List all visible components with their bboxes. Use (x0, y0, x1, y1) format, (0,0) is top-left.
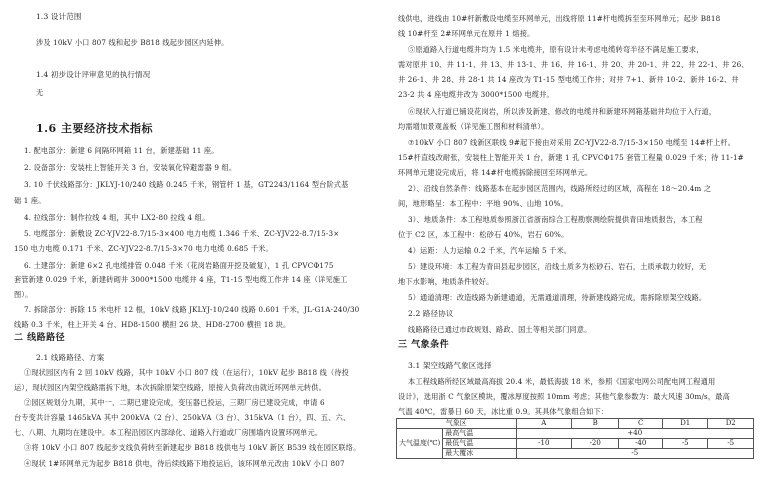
climate-col-d2: D2 (708, 419, 754, 429)
body-line: ⑦10kV 小口 807 线新区联线 9#起下接由对采用 ZC-YJV22-8.7/15-3×150 电缆至 14#杆上杆。 (408, 138, 736, 147)
body-line: 位于 C2 区，本工程中：松砂石 40%，岩石 60%。 (398, 230, 569, 239)
climate-col-c: C (619, 419, 663, 429)
right-column (392, 0, 760, 481)
section-2-1-title: 2.1 线路路径、方案 (36, 353, 105, 362)
indicator-line: 3. 10 千伏线路部分：JKLYJ-10/240 线路 0.245 千米，钢管杆 1 基，GT2243/1164 型台阶式基 (24, 180, 349, 189)
body-line: 23-2 共 4 座电缆井改为 3000*1500 电缆井。 (398, 90, 554, 99)
route-line: ①现状园区内有 2 回 10kV 线路，其中 10kV 小口 807 线（在运行），10kV 起步 B818 线（待投 (24, 368, 350, 377)
body-line: 井 26-1、井 28、井 28-1 共 14 座改为 T1-15 型电缆工作井；对井 7+1、新井 10-2、新井 16-2、井 (398, 75, 739, 84)
body-line: 需对原井 10、井 11-1、井 13、井 13-1、井 16、井 16-1、井 20、井 20-1、井 22、井 22-1、井 26、 (398, 60, 749, 69)
climate-cell: +40 (516, 429, 753, 439)
body-line: ⑥现状入行道已铺设花岗岩，所以涉及新建、修改的电缆井和新建环网箱基础井均位于入行道， (408, 107, 717, 116)
indicator-line: 线路 0.3 千米，柱上开关 4 台、HD8-1500 横担 26 块、HD8-2700 横担 18 块。 (14, 320, 291, 329)
climate-cell: -5 (516, 449, 753, 459)
climate-row-label: 最大覆冰 (443, 449, 516, 459)
section-1-6-title: 1.6 主要经济技术指标 (36, 122, 153, 135)
table-row (397, 449, 754, 459)
section-3-title: 三 气象条件 (398, 340, 450, 350)
climate-cell: -5 (662, 439, 707, 449)
climate-table (396, 418, 754, 459)
climate-col-b: B (571, 419, 618, 429)
climate-col-d1: D1 (662, 419, 707, 429)
body-line: 线供电，进线由 10#杆新敷设电缆至环网单元，出线将原 11#杆电缆拆至至环网单元；起步 B818 (398, 14, 721, 23)
route-line: 台专变共计容量 1465kVA 其中 200kVA（2 台）、250kVA（3 台）、315kVA（1 台），四、五、六、 (14, 413, 351, 422)
section-1-4-title: 1.4 初步设计评审意见的执行情况 (36, 70, 151, 79)
body-line: 线 10#杆至 2#环网单元在原井 1 熔接。 (398, 29, 535, 38)
table-row (397, 429, 754, 439)
body-line: 4）运距：人力运输 0.2 千米，汽车运输 5 千米。 (408, 246, 572, 255)
section-1-3-body: 涉及 10kV 小口 807 线和起步 B818 线起步园区内延伸。 (36, 38, 229, 47)
indicator-line: 础 1 座。 (14, 196, 46, 205)
body-line: 间，地形略呈：本工程中：平地 90%、山地 10%。 (398, 199, 568, 208)
section-1-4-body: 无 (36, 88, 44, 97)
body-line: 地下水影响，地质条件较好。 (398, 277, 494, 286)
climate-cell: -5 (708, 439, 754, 449)
route-line: ③将 10kV 小口 807 线起步支线负荷转至新建起步 B818 线供电与 10kV 新区 B539 线在园区联络。 (24, 443, 361, 452)
indicator-line: 150 电力电缆 0.171 千米、ZC-YJV22-8.7/15-3×70 电力电缆 0.685 千米。 (14, 244, 273, 253)
indicator-line: 7. 拆除部分：拆除 15 米电杆 12 根，10kV 线路 JKLYJ-10/240 线路 0.601 千米，JL-G1A-240/30 (24, 305, 360, 314)
body-line: 5）建设环境：本工程为青田县起步园区，沿线土质多为松砂石、岩石，土质承载力较好，无 (408, 262, 707, 271)
body-line: ⑤原道路入行道电缆井均为 1.5 米电缆井，原有设计未考虑电缆转弯半径不满足施工要求， (408, 45, 704, 54)
weather-line: 本工程线路所经区域最高海拔 20.4 米，最低海拔 18 米，参照《国家电网公司配电网工程通用 (408, 377, 716, 386)
section-3-1-title: 3.1 架空线路气象区选择 (408, 361, 492, 370)
indicator-line: 1. 配电部分：新建 6 间隔环网箱 11 台，新建基础 11 座。 (24, 146, 219, 155)
body-line: 5）通道清理：改造线路为新建通道，无需通道清理，待新建线路完成，需拆除原架空线路。 (408, 293, 707, 302)
climate-cell: -20 (571, 439, 618, 449)
climate-col-a: A (516, 419, 571, 429)
section-2-2-title: 2.2 路径协议 (408, 309, 454, 318)
body-line: 环网单元建设完成后，将 14#杆电缆拆除接回至环网单元。 (398, 168, 593, 177)
indicator-line: 5. 电缆部分：新敷设 ZC-YJV22-8.7/15-3×400 电力电缆 1.346 千米、ZC-YJV22-8.7/15-3× (24, 229, 340, 238)
weather-line: 设计》，选用浙 C 气象区模块，覆冰厚度按照 10mm 考虑；其他气象参数为：最大风速 30m/s，最高 (398, 392, 730, 401)
indicator-line: 套管新建 0.029 千米，新建砖砌井 3000*1500 电缆井 4 座，T1-15 型电缆工作井 14 座（详见施工 (14, 275, 348, 284)
table-row (397, 419, 754, 429)
climate-cell: -10 (516, 439, 571, 449)
climate-row-label: 最高气温 (443, 429, 516, 439)
climate-header-label: 气象区 (397, 419, 517, 429)
route-line: ②园区规划分九期，其中一、二期已建设完成，变压器已投运，三期厂房已建设完成，申请 6 (24, 398, 325, 407)
route-line: ④现状 1#环网单元为起步 B818 供电，待后续线路下地投运后，该环网单元改由 10kV 小口 807 (24, 459, 345, 468)
section-1-3-title: 1.3 设计范围 (36, 12, 82, 21)
indicator-line: 4. 拉线部分：制作拉线 4 组，其中 LX2-80 拉线 4 组。 (24, 213, 210, 222)
table-row (397, 439, 754, 449)
body-line: 均需增加景观盖板（详见施工图和材料清单）。 (398, 122, 549, 131)
route-line: 七、八期、九期均在建设中。本工程沿园区内部绿化、道路入行道或厂房围墙内设置环网单元。 (14, 428, 323, 437)
section-2-title: 二 线路路径 (14, 333, 66, 343)
route-line: 运），现状园区内架空线路需拆下地，本次拆除原架空线路，原接入负荷改由就近环网单元转供。 (14, 383, 326, 392)
climate-row-label: 最低气温 (443, 439, 516, 449)
body-line: 15#杆直线改耐张，安装柱上智能开关 1 台，新建 1 孔 CPVCΦ175 套管工程量 0.029 千米；待 11-1# (398, 153, 744, 162)
climate-cell: -40 (619, 439, 663, 449)
body-line: 线路路径已通过市政规划、路政、国土等相关部门同意。 (408, 325, 592, 334)
indicator-line: 图）。 (14, 290, 33, 299)
indicator-line: 6. 土建部分：新建 6×2 孔电缆排管 0.048 千米（花岗岩路面开挖及破复），1 孔 CPVCΦ175 (24, 261, 334, 270)
body-line: 3）、地质条件：本工程地质参照浙江省浙南综合工程勘察测绘院提供青田地质报告，本工程 (408, 215, 703, 224)
body-line: 2）、沿线自然条件：线路基本在起步园区范围内，线路所经过的区域，高程在 18～20.4m 之 (408, 184, 712, 193)
climate-group-label: 大气温度(℃) (397, 429, 443, 459)
indicator-line: 2. 设备部分：安装柱上智能开关 3 台，安装氧化锌避雷器 9 组。 (24, 163, 237, 172)
weather-line: 气温 40℃，雷暴日 60 天，冰比重 0.9。其具体气象组合如下： (398, 407, 609, 416)
